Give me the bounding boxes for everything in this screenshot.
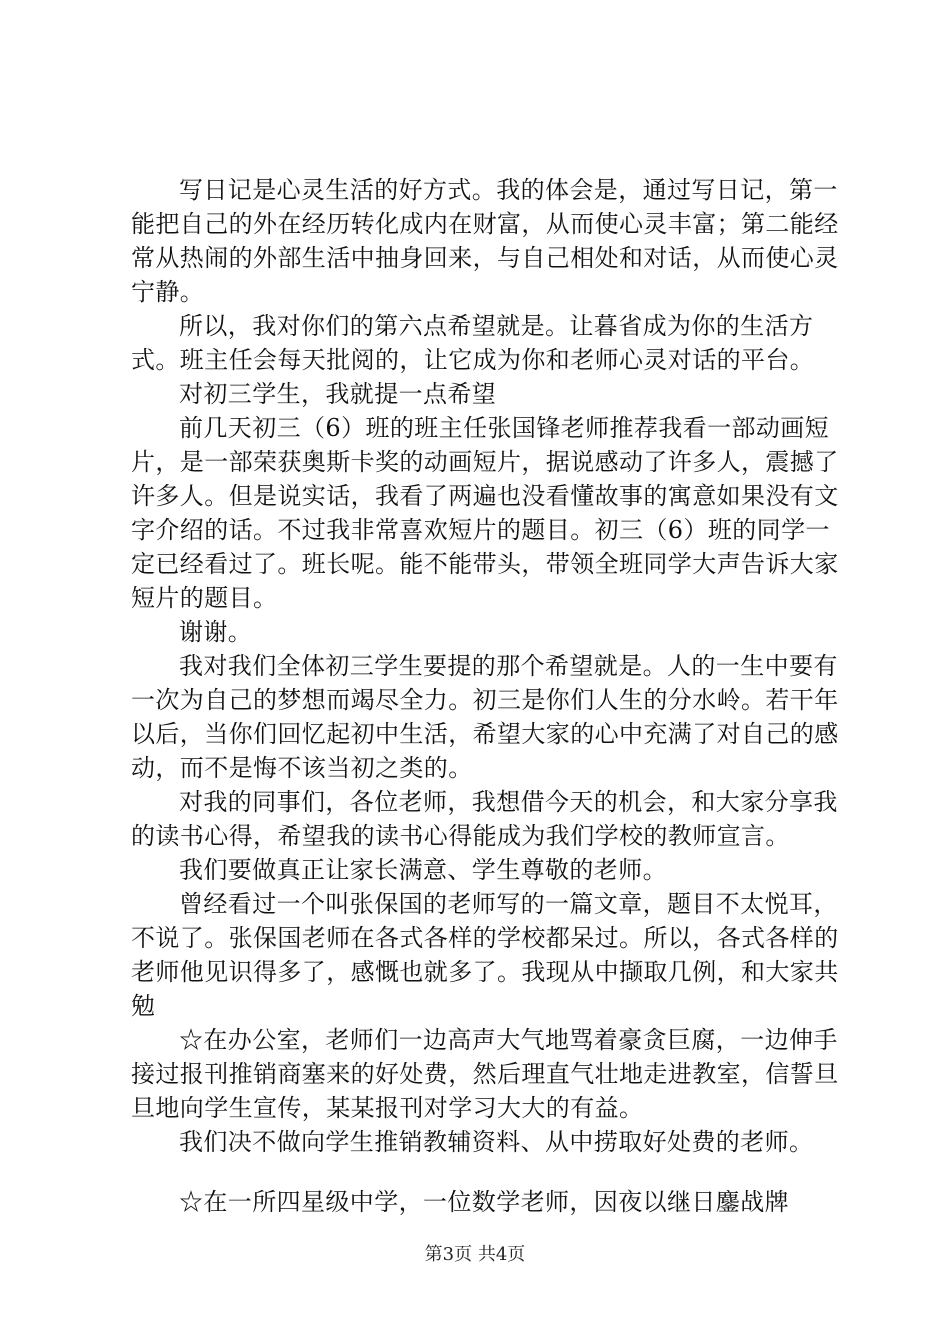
paragraph-sixth-hope: 所以，我对你们的第六点希望就是。让暮省成为你的生活方式。班主任会每天批阅的，让它成为你和老师心灵对话的平台。 xyxy=(131,312,815,374)
paragraph-grade-nine-intro: 对初三学生，我就提一点希望 xyxy=(179,380,497,408)
paragraph-article: 曾经看过一个叫张保国的老师写的一篇文章，题目不太悦耳，不说了。张保国老师在各式各样的学校都呆过。所以，各式各样的老师他见识得多了，感慨也就多了。我现从中撷取几例，和大家共勉 xyxy=(131,890,839,1020)
body-text xyxy=(131,173,841,1219)
paragraph-office-example: ☆在办公室，老师们一边高声大气地骂着豪贪巨腐，一边伸手接过报刊推销商塞来的好处费，然后理直气壮地走进教室，信誓旦旦地向学生宣传，某某报刊对学习大大的有益。 xyxy=(131,1026,839,1122)
paragraph-math-teacher: ☆在一所四星级中学，一位数学老师，因夜以继日鏖战牌 xyxy=(179,1188,789,1216)
paragraph-thanks: 谢谢。 xyxy=(179,618,253,646)
page-number: 第3页 共4页 xyxy=(424,1244,526,1265)
paragraph-colleagues: 对我的同事们，各位老师，我想借今天的机会，和大家分享我的读书心得，希望我的读书心得能成为我们学校的教师宣言。 xyxy=(131,788,838,850)
paragraph-no-kickbacks: 我们决不做向学生推销教辅资料、从中捞取好处费的老师。 xyxy=(179,1128,814,1156)
paragraph-teacher-goal: 我们要做真正让家长满意、学生尊敬的老师。 xyxy=(179,856,667,884)
paragraph-diary: 写日记是心灵生活的好方式。我的体会是，通过写日记，第一能把自己的外在经历转化成内在财富，从而使心灵丰富；第二能经常从热闹的外部生活中抽身回来，与自己相处和对话，从而使心灵宁静。 xyxy=(131,176,839,306)
paragraph-grade-nine-hope: 我对我们全体初三学生要提的那个希望就是。人的一生中要有一次为自己的梦想而竭尽全力。初三是你们人生的分水岭。若干年以后，当你们回忆起初中生活，希望大家的心中充满了对自己的感动，而不是悔不该当初之类的。 xyxy=(131,652,839,782)
paragraph-animation-short: 前几天初三（6）班的班主任张国锋老师推荐我看一部动画短片，是一部荣获奥斯卡奖的动画短片，据说感动了许多人，震撼了许多人。但是说实话，我看了两遍也没看懂故事的寓意如果没有文字介绍的话。不过我非常喜欢短片的题目。初三（6）班的同学一定已经看过了。班长呢。能不能带头，带领全班同学大声告诉大家短片的题目。 xyxy=(131,414,839,612)
